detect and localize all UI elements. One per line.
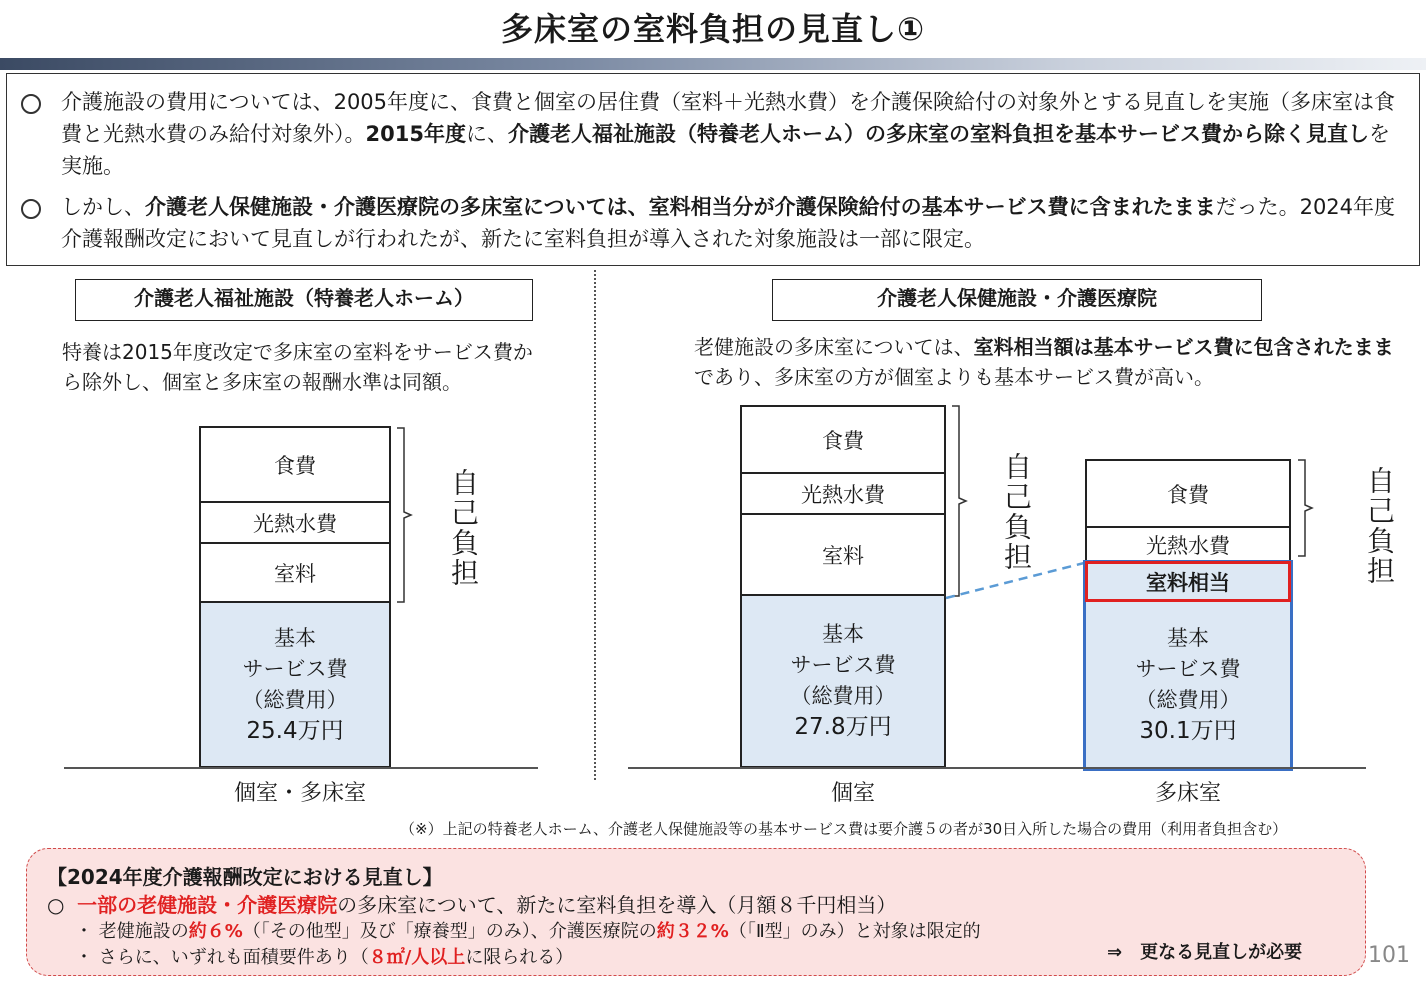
intro-box bbox=[6, 73, 1420, 266]
base-label: 基本 bbox=[822, 622, 864, 646]
intro-bullet-1: 介護施設の費用については、2005年度に、食費と個室の居住費（室料＋光熱水費）を介護保険給付の対象外とする見直しを実施（多床室は食費と光熱水費のみ給付対象外）。2015年度に、介護老人福祉施設（特養老人ホーム）の多床室の室料負担を基本サービス費から除く見直しを実施。 bbox=[61, 90, 1396, 178]
shared-room-equivalent-cell: 室料相当 bbox=[1085, 561, 1291, 602]
left-x-label: 個室・多床室 bbox=[233, 781, 366, 806]
base-value: 30.1万円 bbox=[1139, 718, 1237, 744]
base-label: 基本 bbox=[1167, 626, 1209, 650]
base-label: サービス費 bbox=[1135, 657, 1241, 681]
panel-divider bbox=[594, 270, 596, 780]
private-food-cell: 食費 bbox=[740, 405, 946, 474]
private-utility-cell: 光熱水費 bbox=[740, 472, 946, 515]
left-utility-cell: 光熱水費 bbox=[199, 501, 391, 544]
left-self-pay-bracket bbox=[395, 426, 417, 604]
private-self-pay-label: 自己負担 bbox=[1000, 452, 1033, 572]
private-room-cell: 室料 bbox=[740, 513, 946, 596]
revision-line-3: ・ さらに、いずれも面積要件あり（８㎡/人以上に限られる） bbox=[75, 947, 574, 968]
base-label: サービス費 bbox=[242, 656, 348, 681]
shared-self-pay-label: 自己負担 bbox=[1363, 466, 1396, 586]
right-panel-description: 老健施設の多床室については、室料相当額は基本サービス費に包含されたままであり、多床室の方が個室よりも基本サービス費が高い。 bbox=[694, 335, 1394, 389]
shared-base-service-cell bbox=[1087, 602, 1289, 768]
shared-x-label: 多床室 bbox=[1154, 781, 1221, 806]
base-label: （総費用） bbox=[790, 684, 896, 708]
revision-line-2: ・ 老健施設の約６%（「その他型」及び「療養型」のみ）、介護医療院の約３２%（「Ⅱ型」のみ）と対象は限定的 bbox=[75, 921, 981, 942]
right-axis-line bbox=[628, 767, 1366, 769]
left-panel-header: 介護老人福祉施設（特養老人ホーム） bbox=[75, 279, 533, 321]
bullet-circle-icon bbox=[21, 94, 41, 114]
left-room-cell: 室料 bbox=[199, 542, 391, 603]
right-panel-header: 介護老人保健施設・介護医療院 bbox=[772, 279, 1262, 321]
shared-self-pay-bracket bbox=[1296, 458, 1318, 558]
footnote: （※）上記の特養老人ホーム、介護老人保健施設等の基本サービス費は要介護５の者が30日入所した場合の費用（利用者負担含む） bbox=[400, 820, 1288, 838]
room-charge-connector bbox=[944, 558, 1090, 602]
shared-utility-cell: 光熱水費 bbox=[1085, 526, 1291, 563]
intro-bullet-2: しかし、介護老人保健施設・介護医療院の多床室については、室料相当分が介護保険給付の基本サービス費に含まれたままだった。2024年度介護報酬改定において見直しが行われたが、新たに室料負担が導入された対象施設は一部に限定。 bbox=[61, 195, 1396, 251]
page-title: 多床室の室料負担の見直し① bbox=[500, 10, 926, 48]
base-label: （総費用） bbox=[1135, 688, 1241, 712]
base-label: サービス費 bbox=[790, 653, 896, 677]
left-food-cell: 食費 bbox=[199, 426, 391, 503]
base-value: 25.4万円 bbox=[246, 717, 344, 744]
left-axis-line bbox=[64, 767, 538, 769]
left-base-service-cell bbox=[199, 601, 391, 768]
private-base-service-cell bbox=[740, 594, 946, 768]
base-value: 27.8万円 bbox=[794, 714, 892, 740]
left-self-pay-label: 自己負担 bbox=[447, 468, 480, 588]
shared-food-cell: 食費 bbox=[1085, 459, 1291, 528]
revision-heading: 【2024年度介護報酬改定における見直し】 bbox=[47, 865, 443, 889]
base-label: （総費用） bbox=[242, 687, 348, 712]
revision-line-1: ○ 一部の老健施設・介護医療院の多床室について、新たに室料負担を導入（月額８千円相当） bbox=[47, 893, 897, 917]
left-panel-description: 特養は2015年度改定で多床室の室料をサービス費から除外し、個室と多床室の報酬水準は同額。 bbox=[62, 340, 533, 394]
revision-box bbox=[26, 848, 1366, 976]
bullet-circle-icon bbox=[21, 199, 41, 219]
title-bar bbox=[0, 58, 1426, 70]
base-label: 基本 bbox=[274, 625, 316, 650]
page-number: 101 bbox=[1368, 943, 1410, 968]
private-x-label: 個室 bbox=[830, 781, 875, 806]
revision-conclusion: ⇒ 更なる見直しが必要 bbox=[1107, 942, 1303, 963]
